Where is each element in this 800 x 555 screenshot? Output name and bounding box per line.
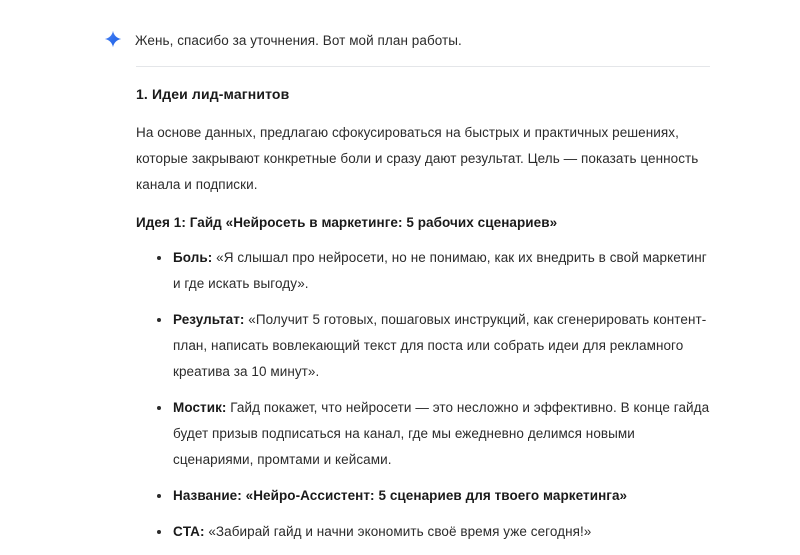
response-body bbox=[136, 84, 714, 555]
bullet-label: Название: «Нейро-Ассистент: 5 сценариев для твоего маркетинга» bbox=[173, 488, 628, 503]
idea-bullet-list bbox=[136, 245, 714, 545]
sparkle-icon bbox=[104, 30, 122, 48]
bullet-text: «Получит 5 готовых, пошаговых инструкций, как сгенерировать контент-план, написать вовлекающий текст для поста или собрать идеи для рекламного креатива за 10 минут». bbox=[173, 312, 707, 379]
bullet-text: Гайд покажет, что нейросети — это несложно и эффективно. В конце гайда будет призыв подписаться на канал, где мы ежедневно делимся новыми сценариями, промтами и кейсами. bbox=[173, 400, 710, 467]
bullet-text: «Забирай гайд и начни экономить своё время уже сегодня!» bbox=[204, 524, 592, 539]
section-heading: 1. Идеи лид-магнитов bbox=[136, 86, 290, 102]
bullet-label: Результат: bbox=[173, 312, 245, 327]
list-item bbox=[136, 307, 714, 385]
idea-heading: Идея 1: Гайд «Нейросеть в маркетинге: 5 рабочих сценариев» bbox=[136, 215, 558, 230]
bullet-label: Боль: bbox=[173, 250, 213, 265]
assistant-avatar bbox=[0, 22, 135, 48]
assistant-message-header bbox=[0, 22, 800, 51]
bullet-label: Мостик: bbox=[173, 400, 227, 415]
list-item bbox=[136, 245, 714, 297]
message-divider bbox=[136, 66, 710, 67]
intro-paragraph: На основе данных, предлагаю сфокусироваться на быстрых и практичных решениях, которые закрывают конкретные боли и сразу дают результат. Цель — показать ценность канала и подписки. bbox=[136, 125, 699, 192]
list-item bbox=[136, 395, 714, 473]
bullet-text: «Я слышал про нейросети, но не понимаю, как их внедрить в свой маркетинг и где искать выгоду». bbox=[173, 250, 707, 291]
bullet-label: CTA: bbox=[173, 524, 205, 539]
assistant-intro-text: Жень, спасибо за уточнения. Вот мой план работы. bbox=[135, 33, 462, 48]
list-item bbox=[136, 483, 714, 509]
list-item bbox=[136, 519, 714, 545]
